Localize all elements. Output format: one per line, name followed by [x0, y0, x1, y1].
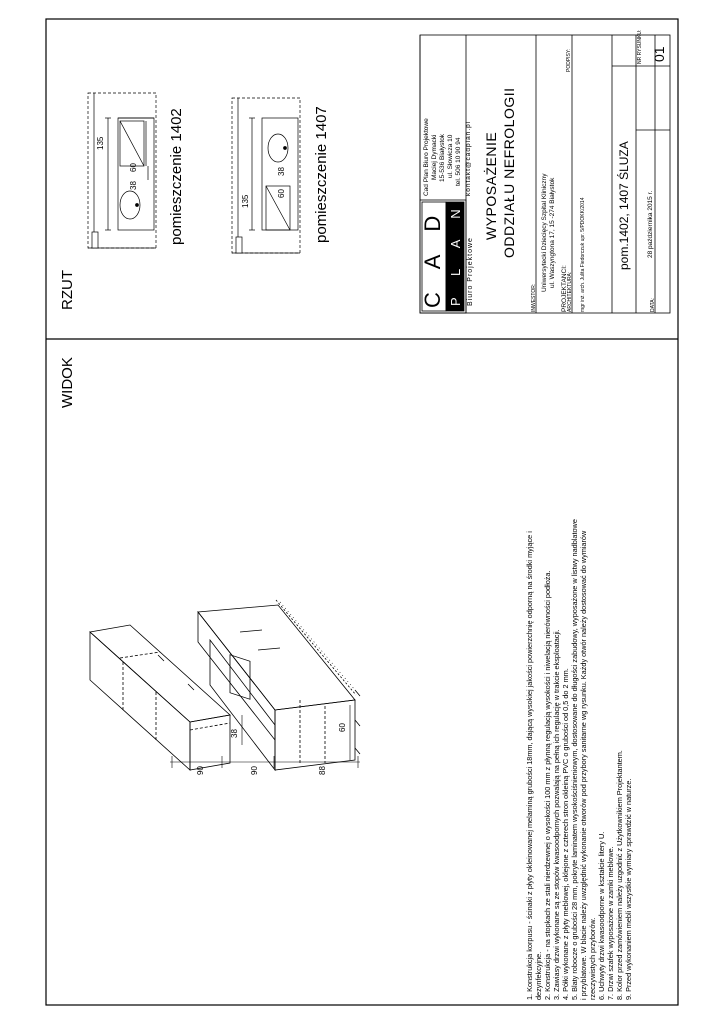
note-line: 1. Konstrukcja korpusu - ścinaki z płyty okleinowanej melaminą grubości 18mm, dającą wysokiej jakości powierzchnię odporną na środki myjące i	[525, 531, 534, 1000]
investor-label: INWESTOR:	[531, 283, 537, 312]
designers-label: PROJEKTANCI:	[561, 265, 568, 312]
company-phone: tel. 506 10 90 94	[455, 137, 462, 186]
sheet-no-label: NR RYSUNKU:	[637, 29, 643, 64]
room-1407-label: pomieszczenie 1407	[313, 106, 330, 243]
note-line: 6. Uchwyty drzwi kwasoodporne w kształcie litery U.	[597, 831, 606, 1000]
plan-dim-60-1402: 60	[129, 163, 138, 172]
logo-cad: C A D	[420, 206, 445, 308]
note-line: 5. Blaty robocze o grubości 28 mm, pokryte laminatem wysokościśnieniowym, dostosowane do długości zabudowy, wyposażone w listwy nadblatowe	[570, 519, 579, 1000]
architect-name: mgr inż. arch. Julita Fiedorczuk upr. 5/PDOKK/2014	[580, 197, 586, 312]
note-line: 9. Przed wykonaniem mebli wszystkie wymiary sprawdzić w naturze.	[624, 778, 633, 1000]
project-title-1: WYPOSAŻENIE	[483, 131, 499, 240]
note-line: 3. Zawiasy drzwi wykonane są ze stopów kwasoodpornych pozwalają na pełną ich regulację w trakcie eksploatacji.	[552, 629, 561, 1000]
company-owner: Maciej Dymacki	[431, 134, 438, 180]
view-dim-90-a: 90	[196, 766, 205, 775]
view-dim-60: 60	[338, 723, 347, 732]
view-dim-88: 88	[318, 766, 327, 775]
plan-dim-135-1402: 135	[96, 136, 105, 150]
view-cabinet-lower	[90, 625, 230, 770]
drawing-title: pom.1402, 1407 ŚLUZA	[617, 141, 631, 270]
signatures-label: PODPISY:	[566, 48, 572, 72]
view-cabinet-upper	[198, 600, 360, 770]
project-title-2: ODDZIAŁU NEFROLOGII	[501, 87, 517, 258]
note-line: i przyblatowe. W blacie należy uwzględnić wykonanie otworów pod przybory sanitarne wg rysunku. Każdy otwór należy dostosować do wymiarów	[579, 530, 588, 1000]
sheet-no: 01	[651, 46, 667, 62]
plan-room-1407	[232, 98, 300, 253]
view-dim-38: 38	[230, 729, 239, 738]
plan-room-1402	[88, 93, 156, 248]
plan-dim-38-1402: 38	[129, 181, 138, 190]
architecture-label: ARCHITEKTURA:	[567, 271, 573, 312]
investor-address: ul. Waszyngtona 17, 15 -274 Białystok	[549, 177, 556, 288]
room-1402-label: pomieszczenie 1402	[168, 108, 185, 245]
note-line: 4. Półki wykonane z płyty meblowej, oklejone z czterech stron okleiną PVC o grubości od 0,5 do 2 mm.	[561, 668, 570, 1000]
plan-dim-60-1407: 60	[277, 189, 286, 198]
investor-name: Uniwersytecki Dziecięcy Szpital Kliniczny	[541, 173, 548, 292]
note-line: 7. Drzwi szafek wyposażone w zamki meblowe.	[606, 846, 615, 1000]
logo-biuro: Biuro Projektowe	[467, 237, 474, 306]
company-email: kontakt@cadplan.pl	[465, 120, 472, 196]
logo-plan: P L A N	[448, 200, 463, 306]
company-street: ul. Słowicza 10	[447, 134, 454, 178]
section-view: WIDOK	[59, 357, 76, 408]
section-plan: RZUT	[59, 270, 76, 310]
notes-block	[525, 519, 633, 1000]
date-label: DATA:	[650, 298, 656, 312]
company-city: 15-536 Białystok	[439, 133, 446, 182]
note-line: dezynfekcyjne.	[534, 951, 543, 1000]
note-line: 8. Kolor przed zamówieniem należy uzgodnić z Użytkownikiem Projektantem.	[615, 750, 624, 1000]
plan-dim-135-1407: 135	[241, 194, 250, 208]
note-line: rzeczywistych przyborów.	[588, 917, 597, 1000]
view-dim-90-b: 90	[250, 766, 259, 775]
company-name: Cad Plan Biuro Projektowe	[423, 118, 430, 196]
date-value: 28 października 2015 r.	[647, 190, 654, 258]
plan-dim-38-1407: 38	[277, 167, 286, 176]
view-dimension-lines	[170, 602, 360, 768]
note-line: 2. Konstrukcja - na stopkach ze stali nierdzewnej o wysokości 100 mm z płynną regulacją wysokości i niwelacją nierówności podłoża.	[543, 570, 552, 1000]
